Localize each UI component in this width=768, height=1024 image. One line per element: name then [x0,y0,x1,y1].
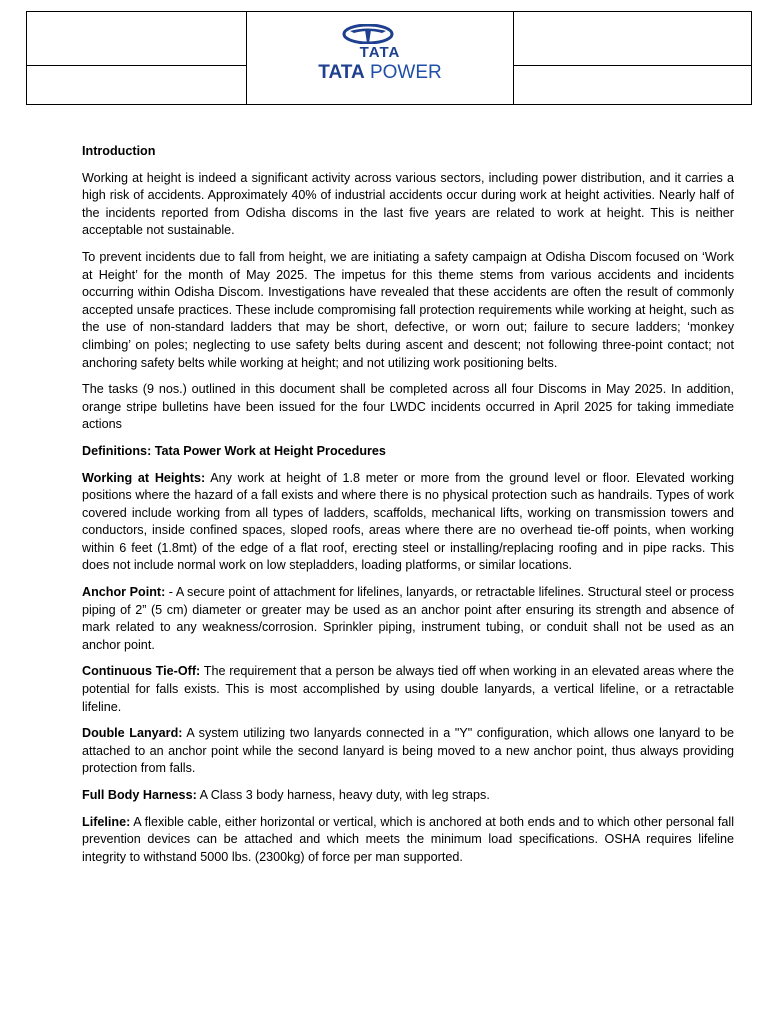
definition-lifeline [82,814,734,867]
definition-working-at-heights [82,470,734,576]
tata-logo-icon [342,24,394,44]
definition-continuous-tie-off [82,663,734,716]
definition-term: Continuous Tie-Off: [82,664,201,679]
definition-text: - A secure point of attachment for lifelines, lanyards, or retractable lifelines. Structural steel or process piping of 2” (5 cm) diameter or greater may be used as an anchor point after ensuring its strength and absence of mark related to any weakness/corrosion. Sprinkler piping, instrument tubing, or conduit shall not be used as an anchor point. [82,585,735,652]
header-cell-left-top [27,12,247,66]
definitions-heading: Definitions: Tata Power Work at Height Procedures [82,443,386,458]
definition-term: Lifeline: [82,814,131,829]
header-cell-left-bottom [27,66,247,104]
definition-text: Any work at height of 1.8 meter or more from the ground level or floor. Elevated working positions where the hazard of a fall exists and where there is no physical protection such as handrails. Types of work covered include working from all types of ladders, scaffolds, mechanical lifts, working on transmission towers and conductors, inside confined spaces, sloped roofs, areas where there are no overhead tie-off points, when working within 6 feet (1.8mt) of the edge of a flat roof, erecting steel or installing/replacing roofing and in pipe racks. This does not include normal work on low stepladders, loading platforms, or similar locations. [82,470,734,573]
definition-double-lanyard [82,725,734,778]
logo-power-text: POWER [364,62,442,83]
definition-text: The requirement that a person be always tied off when working in an elevated areas where the potential for falls exists. This is most accomplished by using double lanyards, a vertical lifeline, or a retractable lifeline. [82,664,734,714]
definition-term: Anchor Point: [82,585,166,600]
introduction-heading: Introduction [82,144,156,158]
logo-tata-bold: TATA [318,62,365,83]
header-logo-cell [247,12,514,104]
definition-anchor-point [82,584,734,654]
definition-text: A system utilizing two lanyards connected in a "Y" configuration, which allows one lanyard to be attached to an anchor point while the second lanyard is being moved to a new anchor point, thus always providing protection from falls. [82,726,734,776]
definition-text: A flexible cable, either horizontal or vertical, which is anchored at both ends and to which other personal fall prevention devices can be attached and which meets the minimum load specifications. OSHA requires lifeline integrity to withstand 5000 lbs. (2300kg) of force per man supported. [82,814,734,864]
definition-full-body-harness [82,787,734,805]
document-header-table [26,11,752,105]
intro-paragraph-3: The tasks (9 nos.) outlined in this document shall be completed across all four Discoms in May 2025. In addition, orange stripe bulletins have been issued for the four LWDC incidents occurred in April 2025 for taking immediate actions [82,382,734,432]
intro-paragraph-1: Working at height is indeed a significant activity across various sectors, including power distribution, and it carries a high risk of accidents. Approximately 40% of industrial accidents occur during work at height activities. Nearly half of the incidents reported from Odisha discoms in the last five years are related to work at height. This is neither acceptable not sustainable. [82,170,734,238]
definition-term: Double Lanyard: [82,726,183,741]
header-cell-right-top [514,12,751,66]
definition-term: Full Body Harness: [82,788,197,802]
intro-paragraph-2: To prevent incidents due to fall from height, we are initiating a safety campaign at Odisha Discom focused on ‘Work at Height’ for the month of May 2025. The impetus for this theme stems from various accidents and incidents occurring within Odisha Discom. Investigations have revealed that these accidents are often the result of commonly accepted unsafe practices. These include compromising fall protection requirements while working at height, such as the use of non-standard ladders that may be short, defective, or worn out; failure to secure ladders; ‘monkey climbing’ on poles; neglecting to use safety belts during ascent and descent; not following three-point contact; not anchoring safety belts while working at height; and not utilizing work positioning belts. [82,249,734,370]
logo-wordmark-tata: TATA [359,44,401,61]
header-cell-right-bottom [514,66,751,104]
document-body [82,143,734,875]
definition-term: Working at Heights: [82,470,206,485]
definition-text: A Class 3 body harness, heavy duty, with leg straps. [196,788,490,802]
logo-wordmark-tata-power [247,63,513,82]
